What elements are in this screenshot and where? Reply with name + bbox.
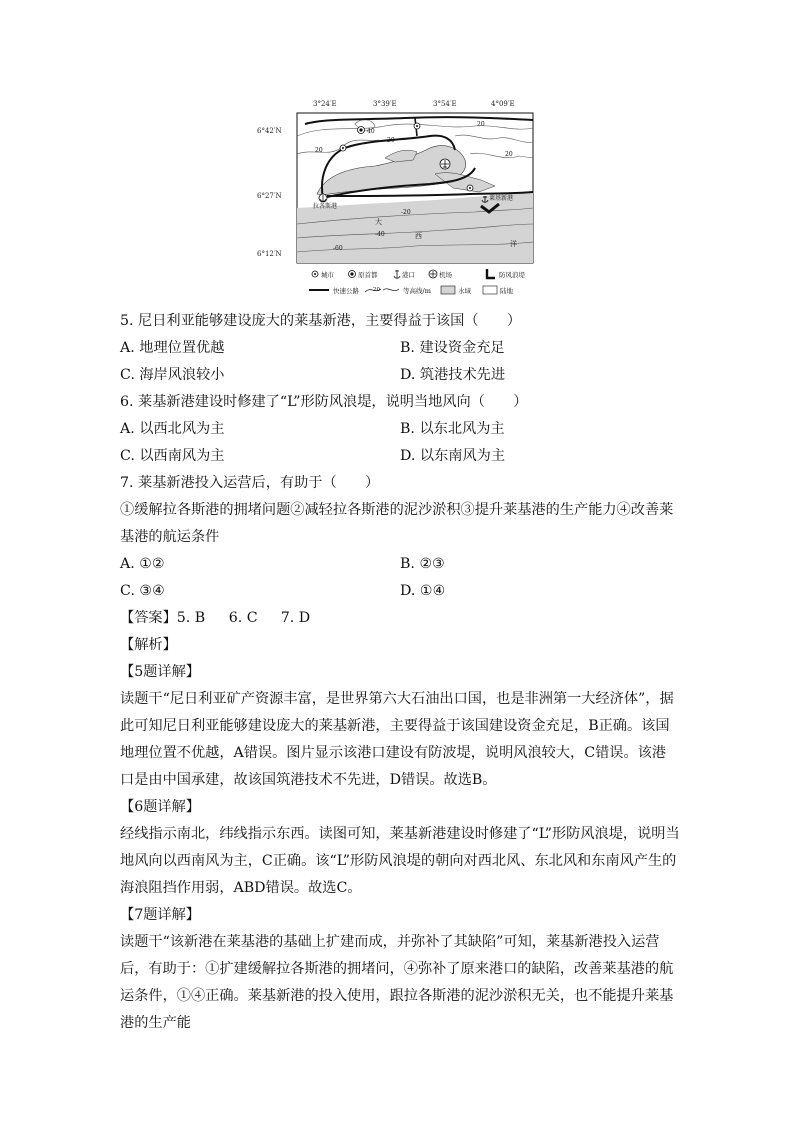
q6-options-row-2 [120, 443, 680, 470]
legend-contour-value: 20 [373, 287, 380, 293]
analysis-heading-5: 【5题详解】 [120, 664, 200, 680]
q7-options-row-2 [120, 578, 680, 605]
q6-option-a: A. 以西北风为主 [120, 421, 225, 437]
answer-q6: 6. C [228, 610, 258, 626]
contour-label: -40 [375, 231, 385, 238]
legend-contour: 等高线/m [403, 287, 431, 295]
q6-options-row-1 [120, 416, 680, 443]
q6-option-b: B. 以东北风为主 [400, 421, 505, 437]
q5-option-b: B. 建设资金充足 [400, 340, 505, 356]
legend-airport: 机场 [439, 271, 452, 279]
lon-label: 3°39′E [373, 100, 397, 108]
analysis-paragraph-5: 读题干“尼日利亚矿产资源丰富，是世界第六大石油出口国，也是非洲第一大经济体”，据此可知尼日利亚能够建设庞大的莱基新港，主要得益于该国建设资金充足，B正确。该国地理位置不优越，A错误。图片显示该港口建设有防波堤，说明风浪较大，C错误。该港口是由中国承建，故该国筑港技术不先进，D错误。故选B。 [120, 691, 674, 788]
analysis-paragraph-6: 经线指示南北，纬线指示东西。读图可知，莱基新港建设时修建了“L”形防风浪堤，说明当地风向以西南风为主，C正确。该“L”形防风浪堤的朝向对西北风、东北风和东南风产生的海浪阻挡作用弱，ABD错误。故选C。 [120, 826, 680, 896]
legend-breakwater: 防风浪堤 [499, 271, 525, 279]
lon-label: 3°24′E [313, 100, 337, 108]
contour-label: 20 [387, 137, 395, 144]
q5-options-row-1 [120, 335, 680, 362]
q5-stem: 5. 尼日利亚能够建设庞大的莱基新港，主要得益于该国（ ） [120, 313, 522, 329]
place-label: 莱基新港 [489, 195, 514, 202]
lat-label: 6°42′N [257, 127, 282, 135]
place-label: 拉各斯港 [313, 203, 338, 210]
answer-q7: 7. D [280, 610, 311, 626]
legend [309, 269, 526, 295]
analysis-label: 【解析】 [120, 637, 177, 653]
legend-land: 陆地 [500, 287, 513, 295]
q6-option-c: C. 以西南风为主 [120, 448, 225, 464]
q7-options-row-1 [120, 551, 680, 578]
q7-option-d: D. ①④ [400, 583, 446, 599]
legend-water: 水域 [458, 287, 471, 295]
contour-label: 20 [315, 147, 323, 154]
contour-label: 20 [477, 121, 485, 128]
place-label: 西 [415, 232, 422, 240]
q5-option-a: A. 地理位置优越 [120, 340, 225, 356]
lagos-port-map [255, 96, 545, 300]
legend-city: 城市 [321, 271, 334, 279]
answer-q5: 5. B [176, 610, 206, 626]
legend-highway: 快速公路 [333, 287, 359, 295]
q5-option-c: C. 海岸风浪较小 [120, 367, 225, 383]
place-label: 洋 [510, 240, 517, 248]
contour-label: 20 [505, 151, 513, 158]
q7-stem: 7. 莱基新港投入运营后，有助于（ ） [120, 475, 380, 491]
lon-label: 4°09′E [491, 100, 515, 108]
answer-line [120, 605, 680, 632]
lat-label: 6°27′N [257, 192, 282, 200]
answer-label: 【答案】 [120, 610, 177, 626]
contour-label: -20 [401, 209, 411, 216]
q6-stem: 6. 莱基新港建设时修建了“L”形防风浪堤，说明当地风向（ ） [120, 394, 528, 410]
legend-capital: 原首都 [358, 271, 378, 279]
q7-option-a: A. ①② [120, 556, 165, 572]
place-label: 大 [375, 218, 382, 226]
q7-items: ①缓解拉各斯港的拥堵问题②减轻拉各斯港的泥沙淤积③提升莱基港的生产能力④改善莱基港的航运条件 [120, 502, 674, 545]
q6-option-d: D. 以东南风为主 [400, 448, 506, 464]
contour-label: 40 [367, 128, 375, 135]
analysis-paragraph-7: 读题干“该新港在莱基港的基础上扩建而成，并弥补了其缺陷”可知，莱基新港投入运营后，有助于：①扩建缓解拉各斯港的拥堵问，④弥补了原来港口的缺陷，改善莱基港的航运条件，①④正确。莱基新港的投入使用，跟拉各斯港的泥沙淤积无关，也不能提升莱基港的生产能 [120, 934, 674, 1031]
q7-option-b: B. ②③ [400, 556, 445, 572]
lon-label: 3°54′E [433, 100, 457, 108]
analysis-heading-6: 【6题详解】 [120, 799, 200, 815]
q5-option-d: D. 筑港技术先进 [400, 367, 506, 383]
contour-label: -60 [333, 245, 343, 252]
legend-port: 港口 [402, 271, 415, 279]
q7-option-c: C. ③④ [120, 583, 165, 599]
analysis-heading-7: 【7题详解】 [120, 907, 200, 923]
lat-label: 6°12′N [257, 250, 282, 258]
question-text-block [120, 308, 680, 1037]
q5-options-row-2 [120, 362, 680, 389]
